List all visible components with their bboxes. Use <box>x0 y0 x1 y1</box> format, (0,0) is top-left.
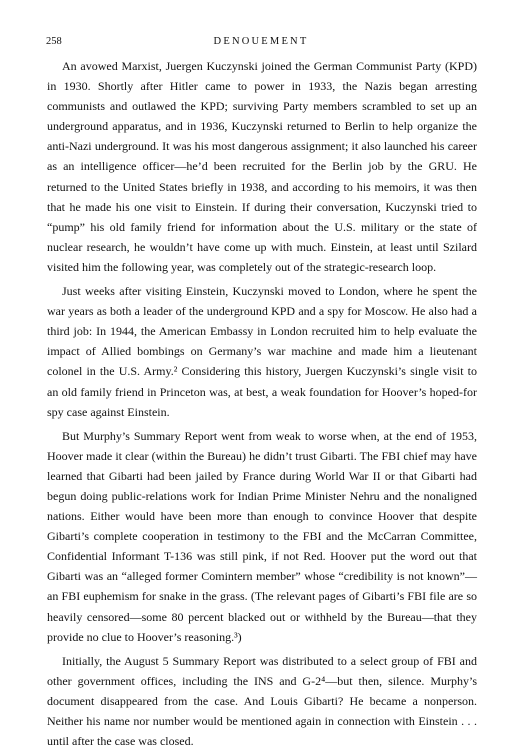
running-title: DENOUEMENT <box>213 36 309 47</box>
page-number: 258 <box>46 36 62 47</box>
paragraph-kuczynski-london: Just weeks after visiting Einstein, Kuczynski moved to London, where he spent the war years as both a leader of the underground KPD and a spy for Moscow. He also had a third job: In 1944, the American Embassy in London recruited him to help evaluate the impact of Allied bombings on Germany’s war machine and made him a lieutenant colonel in the U.S. Army.² Considering this history, Juergen Kuczynski’s single visit to an old family friend in Princeton was, at best, a weak foundation for Hoover’s hoped-for spy case against Einstein. <box>47 284 477 419</box>
paragraph-kuczynski-background: An avowed Marxist, Juergen Kuczynski joined the German Communist Party (KPD) in 1930. Shortly after Hitler came to power in 1933, the Nazis began arresting communists and outlawed the KPD; surviving Party members scrambled to set up an underground apparatus, and in 1936, Kuczynski returned to Berlin to help organize the anti-Nazi underground. It was his most dangerous assignment; it also launched his career as an intelligence officer—he’d been recruited for the Berlin job by the GRU. He returned to the United States briefly in 1938, and according to his memoirs, it was then that he made his one visit to Einstein. If during their conversation, Kuczynski tried to “pump” his old family friend for information about the U.S. military or the state of nuclear research, he wouldn’t have come up with much. Einstein, at least until Szilard visited him the following year, was completely out of the strategic-research loop. <box>47 59 477 274</box>
body-text <box>47 56 477 755</box>
paragraph-murphy-summary-report: But Murphy’s Summary Report went from weak to worse when, at the end of 1953, Hoover made it clear (within the Bureau) he didn’t trust Gibarti. The FBI chief may have learned that Gibarti had been jailed by France during World War II or that Gibarti had begun doing public-relations work for Indian Prime Minister Nehru and the nonaligned nations. Either would have been more than enough to convince Hoover that despite Gibarti’s complete cooperation in testimony to the FBI and the McCarran Committee, Confidential Informant T-136 was still pink, if not Red. Hoover put the word out that Gibarti was an “alleged former Comintern member” whose “credibility is not known”—an FBI euphemism for snake in the grass. (The relevant pages of Gibarti’s FBI file are so heavily censored—some 80 percent blacked out or withheld by the Bureau—that they provide no clue to Hoover’s reasoning.³) <box>47 428 477 644</box>
paragraph-report-distribution: Initially, the August 5 Summary Report was distributed to a select group of FBI and other government offices, including the INS and G-2⁴—but then, silence. Murphy’s document disappeared from the case. And Louis Gibarti? He became a nonperson. Neither his name nor number would be mentioned again in connection with Einstein . . . until after the case was closed. <box>47 653 477 749</box>
running-head <box>46 36 476 50</box>
